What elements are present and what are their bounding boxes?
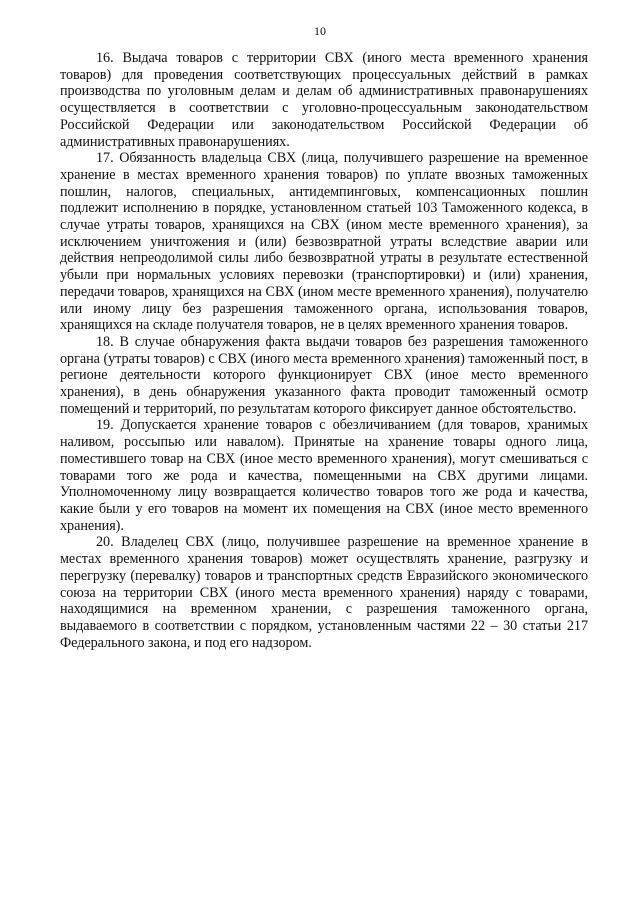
- page-number: 10: [314, 24, 326, 38]
- paragraph-16: 16. Выдача товаров с территории СВХ (иного места временного хранения товаров) для проведения соответствующих процессуальных действий в рамках производства по уголовным делам и делам об административных правонарушениях осуществляется в соответствии с уголовно-процессуальным законодательством Российской Федерации или законодательством Российской Федерации об административных правонарушениях.: [60, 50, 588, 150]
- document-body: [60, 50, 588, 651]
- paragraph-17: 17. Обязанность владельца СВХ (лица, получившего разрешение на временное хранение в местах временного хранения товаров) по уплате ввозных таможенных пошлин, налогов, специальных, антидемпинговых, компенсационных пошлин подлежит исполнению в порядке, установленном статьей 103 Таможенного кодекса, в случае утраты товаров, хранящихся на СВХ (ином месте временного хранения), за исключением уничтожения и (или) безвозвратной утраты вследствие аварии или действия непреодолимой силы либо безвозвратной утраты в результате естественной убыли при нормальных условиях перевозки (транспортировки) и (или) хранения, передачи товаров, хранящихся на СВХ (ином месте временного хранения), получателю или иному лицу без разрешения таможенного органа, использования товаров, хранящихся на складе получателя товаров, не в целях временного хранения товаров.: [60, 150, 588, 334]
- paragraph-20: 20. Владелец СВХ (лицо, получившее разрешение на временное хранение в местах временного хранения товаров) может осуществлять хранение, разгрузку и перегрузку (перевалку) товаров и транспортных средств Евразийского экономического союза на территории СВХ (иного места временного хранения) наряду с товарами, находящимися на временном хранении, с разрешения таможенного органа, выдаваемого в соответствии с порядком, установленным частями 22 – 30 статьи 217 Федерального закона, и под его надзором.: [60, 534, 588, 651]
- paragraph-18: 18. В случае обнаружения факта выдачи товаров без разрешения таможенного органа (утраты товаров) с СВХ (иного места временного хранения) таможенный пост, в регионе деятельности которого функционирует СВХ (иное место временного хранения), в день обнаружения указанного факта проводит таможенный осмотр помещений и территорий, по результатам которого фиксирует данное обстоятельство.: [60, 333, 588, 417]
- paragraph-19: 19. Допускается хранение товаров с обезличиванием (для товаров, хранимых наливом, россыпью или навалом). Принятые на хранение товары одного лица, поместившего товар на СВХ (иное место временного хранения), могут смешиваться с товарами того же рода и качества, помещенными на СВХ другими лицами. Уполномоченному лицу возвращается количество товаров того же рода и качества, какие были у его товаров на момент их помещения на СВХ (иное место временного хранения).: [60, 417, 588, 534]
